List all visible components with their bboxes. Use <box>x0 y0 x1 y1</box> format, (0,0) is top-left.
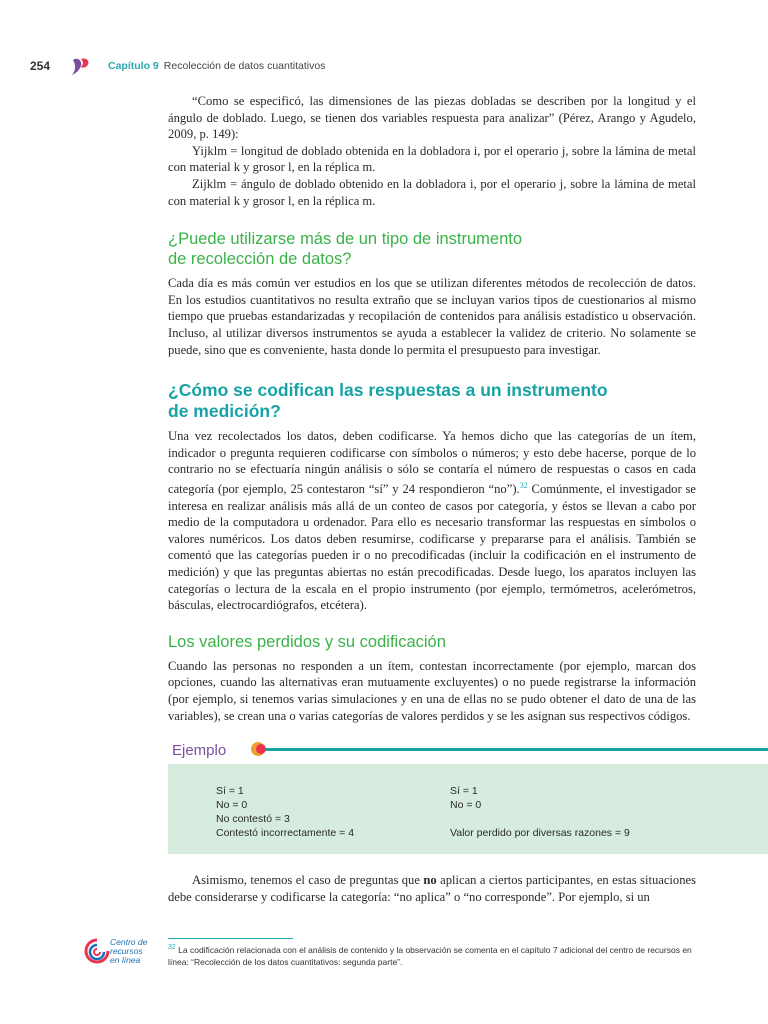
closing-text <box>168 872 696 905</box>
footnote <box>168 942 696 968</box>
example-code-line: No contestó = 3 <box>216 813 290 825</box>
example-divider <box>258 748 768 751</box>
centro-recursos-badge[interactable] <box>82 936 162 972</box>
intro-formula-z: Zijklm = ángulo de doblado obtenido en la dobladora i, por el operario j, sobre la lámina de metal con material k y grosor l, en la réplica m. <box>168 176 696 208</box>
footnote-reference[interactable]: 32 <box>519 480 528 490</box>
footnote-divider <box>168 938 293 939</box>
section-heading-coding: ¿Cómo se codifican las respuestas a un instrumento de medición? <box>168 380 608 422</box>
main-text <box>168 93 696 724</box>
section-heading-instruments: ¿Puede utilizarse más de un tipo de instrumento de recolección de datos? <box>168 230 523 269</box>
chapter-label: Capítulo 9 <box>108 60 159 72</box>
section-body-coding: Una vez recolectados los datos, deben codificarse. Ya hemos dicho que las categorías de un ítem, indicador o pregunta requieren codificarse con símbolos o números; y esto debe hacerse, porque de lo contrario no se efectuaría ningún análisis o sólo se contaría el número de respuestas o casos en cada categoría (por ejemplo, 25 contestaron “sí” y 24 respondieron “no”).$^{32}$ Comúnmente, el investigador se interesa en realizar análisis más allá de un conteo de casos por categoría, y éstos se llevan a cabo por medio de la computadora u ordenador. Para ello es necesario transformar las respuestas en símbolos o valores numéricos. Los datos deben resumirse, codificarse y prepararse para el análisis. También se comentó que las categorías pueden ir o no precodificadas (incluir la codificación en el instrumento de medición) y que las preguntas abiertas no están precodificadas. Desde luego, los aparatos incluyen las categorías o lectura de la escala en el propio instrumento (por ejemplo, termómetros, acelerómetros, básculas, electrocardiógrafos, etcétera). <box>168 429 697 613</box>
section-body-missing-values: Cuando las personas no responden a un ítem, contestan incorrectamente (por ejemplo, marcan dos opciones, cuando las alternativas eran mutuamente excluyentes) o no puede registrarse la información (por ejemplo, si tenemos varias simulaciones y en una de ellas no se pudo obtener el dato de una de las variables), se crean una o varias categorías de valores perdidos y se les asignan sus respectivos códigos. <box>168 658 696 723</box>
centro-recursos-label: Centro de recursos en línea <box>110 937 148 965</box>
example-content <box>168 764 768 854</box>
footnote-text: La codificación relacionada con el análisis de contenido y la observación se comenta en el capítulo 7 adicional del centro de recursos en línea: “Recolección de los datos cuantitativos: segunda parte”. <box>168 944 692 967</box>
example-code-line: No = 0 <box>450 799 482 811</box>
example-code-line: Sí = 1 <box>450 785 478 797</box>
example-title: Ejemplo <box>172 742 227 759</box>
example-code-line: Sí = 1 <box>216 785 244 797</box>
page-number: 254 <box>30 59 51 73</box>
emphasis-no: no <box>423 873 437 887</box>
intro-formula-y: Yijklm = longitud de doblado obtenida en la dobladora i, por el operario j, sobre la lámina de metal con material k y grosor l, en la réplica m. <box>168 143 696 175</box>
page-header <box>30 56 325 76</box>
section-heading-missing-values: Los valores perdidos y su codificación <box>168 632 446 651</box>
example-code-line: No = 0 <box>216 799 248 811</box>
example-code-line <box>450 812 630 826</box>
footnote-number: 32 <box>168 944 176 951</box>
example-column-2 <box>450 784 630 840</box>
example-code-line: Contestó incorrectamente = 4 <box>216 827 355 839</box>
example-box <box>168 740 768 854</box>
intro-paragraph: “Como se especificó, las dimensiones de las piezas dobladas se describen por la longitud y el ángulo de doblado. Luego, se tienen dos variables respuesta para analizar” (Pérez, Arango y Agudelo, 2009, p. 149): <box>168 94 696 142</box>
closing-paragraph: Asimismo, tenemos el caso de preguntas que no aplican a ciertos participantes, en estas situaciones debe considerarse y codificarse la categoría: “no aplica” o “no corresponde”. Por ejemplo, si un <box>168 873 696 904</box>
example-marker-icon <box>248 740 268 758</box>
publisher-logo-icon <box>70 56 92 76</box>
example-code-line: Valor perdido por diversas razones = 9 <box>450 827 630 839</box>
example-header-bar <box>168 740 768 764</box>
online-resources-icon <box>82 936 112 970</box>
section-body-instruments: Cada día es más común ver estudios en los que se utilizan diferentes métodos de recolección de datos. En los estudios cuantitativos no resulta extraño que se incluyan varios tipos de cuestionarios al mismo tiempo que pruebas estandarizadas y recopilación de contenidos para análisis estadístico u observación. Incluso, al utilizar diversos instrumentos se ayuda a establecer la validez de criterio. No solamente se puede, sino que es conveniente, hasta donde lo permita el presupuesto para investigar. <box>168 276 696 357</box>
example-column-1 <box>216 784 354 840</box>
chapter-title: Recolección de datos cuantitativos <box>163 60 326 72</box>
